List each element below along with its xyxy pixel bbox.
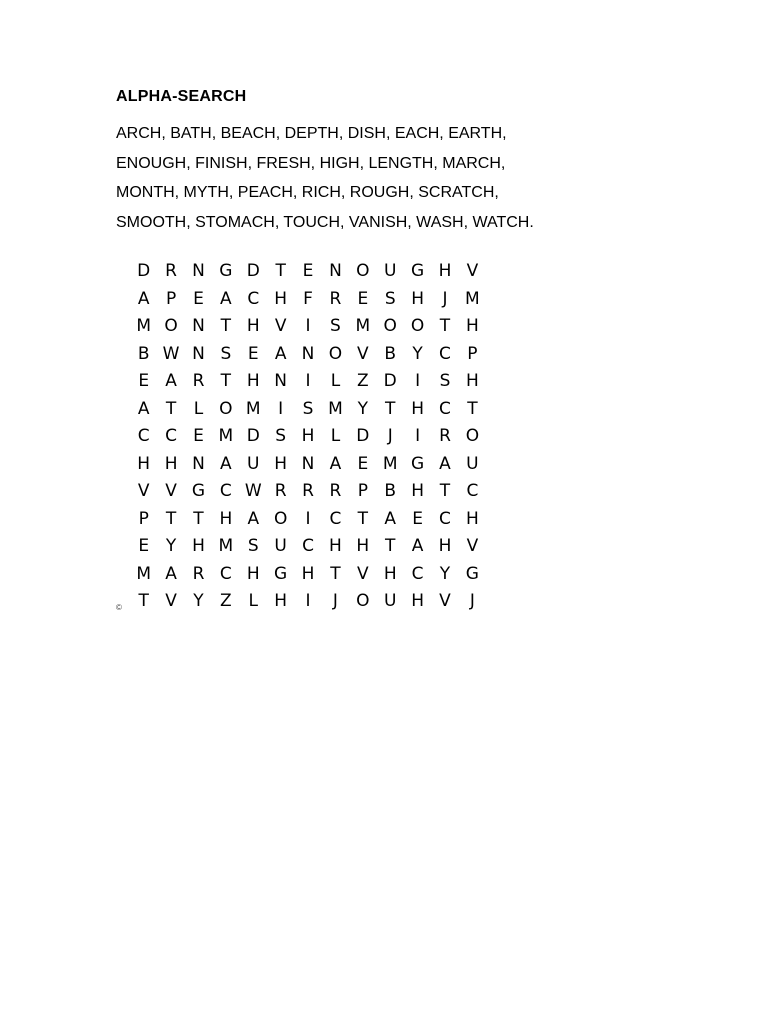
grid-cell: H (411, 481, 424, 501)
grid-cell: Y (357, 398, 369, 419)
grid-cell: H (411, 591, 424, 611)
grid-cell: N (301, 453, 315, 474)
grid-cell: U (274, 536, 287, 556)
grid-cell: G (219, 261, 233, 281)
grid-cell: I (415, 426, 421, 446)
grid-cell: W (162, 343, 180, 364)
grid-row (130, 316, 486, 344)
grid-cell: O (164, 316, 178, 336)
grid-cell: D (383, 371, 397, 391)
grid-cell: E (357, 288, 369, 309)
grid-cell: B (137, 343, 150, 364)
grid-row (130, 426, 486, 454)
grid-row (130, 344, 486, 372)
grid-cell: B (384, 481, 397, 501)
grid-cell: N (192, 453, 205, 474)
grid-cell: H (246, 371, 260, 391)
grid-cell: T (193, 508, 204, 529)
grid-cell: A (329, 453, 342, 474)
grid-row (130, 481, 486, 509)
grid-cell: U (247, 453, 260, 474)
grid-cell: N (192, 316, 205, 336)
grid-cell: M (382, 453, 398, 474)
grid-cell: E (193, 288, 204, 309)
grid-cell: U (383, 261, 397, 281)
grid-cell: M (465, 288, 480, 309)
grid-row (130, 509, 486, 537)
grid-cell: A (220, 288, 232, 309)
grid-cell: E (138, 371, 150, 391)
grid-cell: O (356, 591, 370, 611)
grid-cell: L (330, 371, 341, 391)
grid-cell: V (357, 563, 369, 584)
grid-cell: I (305, 508, 311, 529)
grid-cell: A (247, 508, 260, 529)
grid-cell: W (244, 481, 262, 501)
grid-cell: Y (165, 536, 177, 556)
grid-cell: H (164, 453, 178, 474)
grid-cell: S (439, 371, 451, 391)
grid-cell: V (137, 481, 150, 501)
grid-cell: N (329, 261, 342, 281)
grid-cell: Y (412, 343, 423, 364)
grid-cell: A (274, 343, 287, 364)
grid-cell: Z (356, 371, 369, 391)
grid-cell: H (465, 508, 479, 529)
grid-cell: T (220, 316, 232, 336)
grid-row (130, 399, 486, 427)
grid-cell: T (330, 563, 341, 584)
grid-cell: M (328, 398, 343, 419)
grid-cell: V (274, 316, 287, 336)
grid-cell: C (411, 563, 424, 584)
grid-cell: E (302, 261, 314, 281)
grid-cell: C (466, 481, 479, 501)
grid-cell: R (274, 481, 287, 501)
word-list (116, 124, 716, 242)
grid-cell: N (301, 343, 315, 364)
grid-cell: E (412, 508, 423, 529)
grid-cell: C (219, 563, 232, 584)
grid-cell: H (246, 563, 260, 584)
grid-cell: H (274, 453, 288, 474)
grid-cell: D (137, 261, 151, 281)
grid-cell: F (303, 288, 313, 309)
grid-cell: V (165, 591, 177, 611)
grid-row (130, 371, 486, 399)
grid-cell: G (465, 563, 479, 584)
grid-cell: P (165, 288, 177, 309)
word-list-line: MONTH, MYTH, PEACH, RICH, ROUGH, SCRATCH, (116, 184, 499, 201)
grid-cell: T (439, 481, 451, 501)
grid-cell: N (192, 261, 205, 281)
grid-cell: H (465, 316, 479, 336)
grid-cell: T (467, 398, 478, 419)
grid-cell: H (192, 536, 205, 556)
grid-cell: L (248, 591, 258, 611)
grid-row (130, 454, 486, 482)
grid-cell: S (330, 316, 341, 336)
grid-cell: H (274, 288, 288, 309)
grid-cell: T (275, 261, 286, 281)
grid-cell: H (301, 426, 315, 446)
word-list-line: SMOOTH, STOMACH, TOUCH, VANISH, WASH, WATCH. (116, 213, 534, 231)
grid-cell: J (442, 288, 448, 309)
grid-cell: S (247, 536, 259, 556)
grid-cell: I (278, 398, 284, 419)
grid-cell: H (137, 453, 151, 474)
grid-cell: C (219, 481, 232, 501)
grid-cell: O (356, 261, 370, 281)
grid-cell: H (219, 508, 233, 529)
grid-cell: C (439, 343, 451, 364)
grid-row (130, 591, 486, 619)
grid-cell: T (357, 508, 369, 529)
grid-cell: A (137, 288, 150, 309)
grid-cell: H (411, 398, 424, 419)
grid-cell: M (218, 426, 234, 446)
grid-cell: S (384, 288, 396, 309)
grid-row (130, 564, 486, 592)
grid-cell: H (274, 591, 288, 611)
grid-cell: Z (220, 591, 232, 611)
grid-cell: C (439, 398, 451, 419)
grid-cell: C (165, 426, 178, 446)
grid-cell: R (192, 563, 205, 584)
grid-cell: A (165, 371, 177, 391)
grid-cell: A (165, 563, 177, 584)
grid-cell: P (357, 481, 368, 501)
grid-cell: A (439, 453, 451, 474)
grid-cell: E (357, 453, 369, 474)
letter-grid (130, 261, 486, 619)
grid-cell: G (274, 563, 288, 584)
grid-cell: H (411, 288, 424, 309)
grid-cell: T (220, 371, 232, 391)
grid-cell: T (138, 591, 149, 611)
grid-cell: T (439, 316, 451, 336)
grid-cell: H (465, 371, 479, 391)
grid-cell: E (193, 426, 204, 446)
grid-cell: N (274, 371, 287, 391)
grid-cell: C (137, 426, 150, 446)
grid-cell: U (466, 453, 479, 474)
grid-cell: V (466, 261, 479, 281)
grid-cell: C (329, 508, 342, 529)
grid-cell: H (246, 316, 260, 336)
grid-cell: M (136, 316, 152, 336)
grid-cell: C (439, 508, 451, 529)
grid-cell: I (305, 316, 311, 336)
grid-cell: V (357, 343, 369, 364)
grid-cell: V (466, 536, 479, 556)
grid-cell: H (438, 536, 452, 556)
grid-cell: M (355, 316, 371, 336)
grid-cell: E (247, 343, 259, 364)
grid-cell: D (246, 261, 260, 281)
grid-cell: R (329, 288, 342, 309)
grid-cell: R (329, 481, 342, 501)
page-title: ALPHA-SEARCH (116, 88, 247, 105)
grid-cell: N (192, 343, 205, 364)
grid-cell: R (439, 426, 451, 446)
grid-cell: I (305, 591, 311, 611)
grid-cell: B (384, 343, 397, 364)
grid-cell: S (302, 398, 314, 419)
grid-cell: O (465, 426, 480, 446)
grid-cell: T (385, 536, 396, 556)
grid-cell: A (384, 508, 397, 529)
grid-cell: A (220, 453, 232, 474)
grid-cell: C (302, 536, 314, 556)
grid-cell: H (383, 563, 397, 584)
grid-cell: L (330, 426, 341, 446)
grid-cell: O (328, 343, 343, 364)
grid-cell: M (218, 536, 234, 556)
grid-cell: E (138, 536, 150, 556)
grid-cell: Y (193, 591, 204, 611)
grid-cell: G (191, 481, 206, 501)
word-list-line: ENOUGH, FINISH, FRESH, HIGH, LENGTH, MARCH, (116, 154, 506, 172)
grid-cell: P (138, 508, 149, 529)
grid-cell: M (245, 398, 261, 419)
grid-cell: A (411, 536, 424, 556)
grid-row (130, 289, 486, 317)
grid-cell: V (165, 481, 177, 501)
grid-cell: J (332, 591, 338, 611)
grid-cell: R (302, 481, 314, 501)
grid-cell: S (275, 426, 287, 446)
word-list-line: ARCH, BATH, BEACH, DEPTH, DISH, EACH, EARTH, (116, 125, 507, 142)
grid-cell: D (356, 426, 370, 446)
grid-cell: S (220, 343, 232, 364)
grid-cell: R (192, 371, 205, 391)
grid-cell: H (301, 563, 315, 584)
grid-cell: H (356, 536, 370, 556)
grid-cell: T (165, 398, 177, 419)
grid-cell: V (439, 591, 451, 611)
grid-row (130, 536, 486, 564)
grid-cell: Y (439, 563, 451, 584)
grid-row (130, 261, 486, 289)
grid-cell: O (383, 316, 397, 336)
grid-cell: G (411, 261, 425, 281)
grid-cell: I (415, 371, 421, 391)
grid-cell: L (193, 398, 204, 419)
grid-cell: O (219, 398, 233, 419)
copyright-mark: © (116, 603, 122, 612)
grid-cell: P (467, 343, 478, 364)
grid-cell: J (387, 426, 393, 446)
grid-cell: U (383, 591, 397, 611)
grid-cell: H (438, 261, 452, 281)
grid-cell: R (165, 261, 177, 281)
grid-cell: J (469, 591, 475, 611)
grid-cell: D (246, 426, 260, 446)
grid-cell: A (137, 398, 150, 419)
grid-cell: M (136, 563, 152, 584)
grid-cell: H (329, 536, 342, 556)
grid-cell: O (410, 316, 425, 336)
grid-cell: T (165, 508, 177, 529)
grid-cell: O (273, 508, 288, 529)
grid-cell: C (247, 288, 260, 309)
grid-cell: I (305, 371, 311, 391)
grid-cell: T (385, 398, 396, 419)
grid-cell: G (411, 453, 425, 474)
